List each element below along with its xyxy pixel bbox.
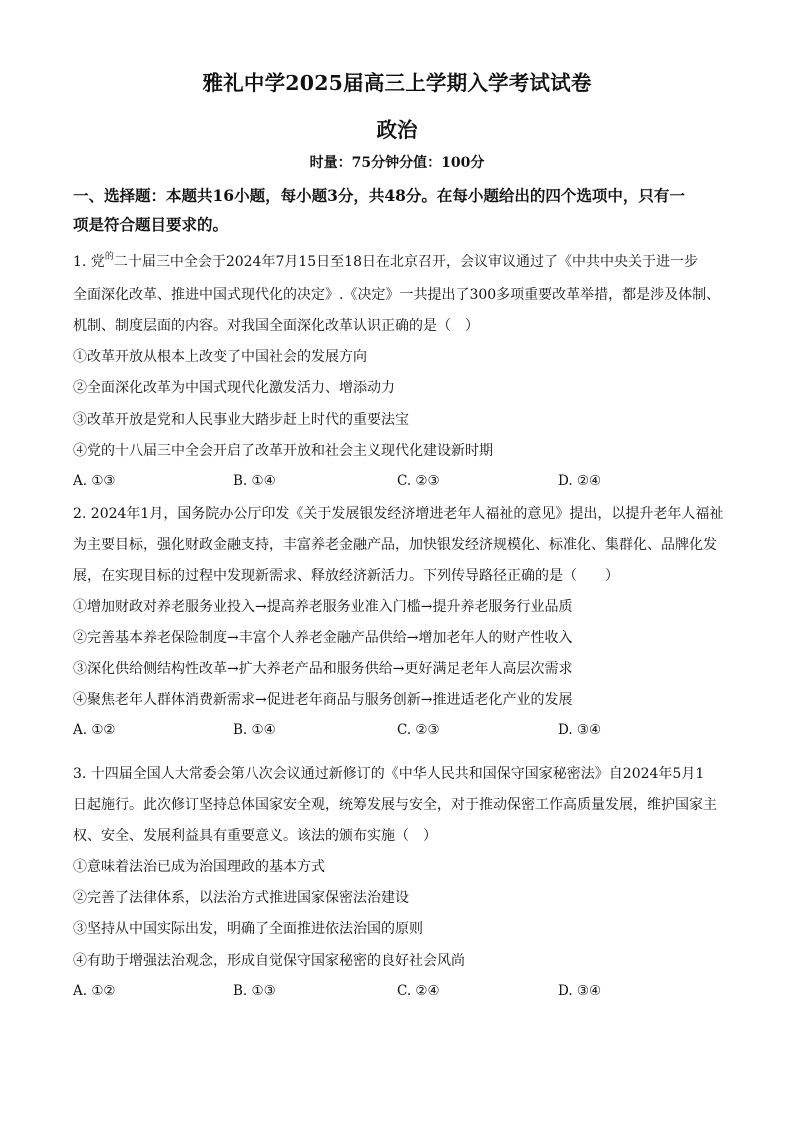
q3-stem-line-2: 日起施行。此次修订坚持总体国家安全观，统筹发展与安全，对于推动保密工作高质量发展，维护国家主: [73, 797, 717, 813]
q2-option-a: A. ①②: [73, 722, 116, 738]
exam-subject: 政治: [376, 118, 418, 142]
exam-meta: 时量：75分钟分值：100分: [309, 155, 485, 171]
q1-options: [73, 473, 723, 493]
q3-option-b: B. ①③: [233, 983, 276, 999]
q1-statement-2: ②全面深化改革为中国式现代化激发活力、增添动力: [73, 380, 395, 396]
q2-option-b: B. ①④: [233, 722, 276, 738]
q1-stem-line-1: [73, 252, 723, 274]
section-heading: [73, 181, 725, 239]
q1-number: 1. 党: [73, 254, 105, 270]
q1-sup-char: 的: [104, 252, 114, 262]
section-heading-line-1: 一、选择题：本题共16小题，每小题3分，共48分。在每小题给出的四个选项中，只有一: [73, 186, 685, 205]
q2-option-d: D. ③④: [558, 722, 602, 738]
q2-stem-line-3: 展，在实现目标的过程中发现新需求、释放经济新活力。下列传导路径正确的是（ ）: [73, 568, 619, 584]
q2-statement-1: ①增加财政对养老服务业投入→提高养老服务业准入门槛→提升养老服务行业品质: [73, 599, 573, 615]
q1-stem-line-2: 全面深化改革、推进中国式现代化的决定》.《决定》一共提出了300多项重要改革举措，都是涉及体制、: [73, 287, 721, 303]
q2-option-c: C. ②③: [397, 722, 440, 738]
q2-statement-2: ②完善基本养老保险制度→丰富个人养老金融产品供给→增加老年人的财产性收入: [73, 630, 573, 646]
q1-stem-line-3: 机制、制度层面的内容。对我国全面深化改革认识正确的是（ ）: [73, 318, 479, 334]
q3-option-a: A. ①②: [73, 983, 116, 999]
q3-statement-2: ②完善了法律体系，以法治方式推进国家保密法治建设: [73, 890, 409, 906]
q3-stem-line-1: 3. 十四届全国人大常委会第八次会议通过新修订的《中华人民共和国保守国家秘密法》自2024年5月1: [73, 766, 705, 782]
section-heading-line-2: 项是符合题目要求的。: [73, 215, 229, 234]
q3-stem-line-3: 权、安全、发展利益具有重要意义。该法的颁布实施（ ）: [73, 828, 437, 844]
q1-statement-1: ①改革开放从根本上改变了中国社会的发展方向: [73, 349, 367, 365]
q1-option-b: B. ①④: [233, 473, 276, 489]
q3-option-c: C. ②④: [397, 983, 440, 999]
q1-statement-3: ③改革开放是党和人民事业大踏步赶上时代的重要法宝: [73, 412, 409, 428]
q2-stem-line-2: 为主要目标，强化财政金融支持，丰富养老金融产品，加快银发经济规模化、标准化、集群化、品牌化发: [73, 537, 717, 553]
q3-statement-3: ③坚持从中国实际出发，明确了全面推进依法治国的原则: [73, 921, 423, 937]
q3-statement-4: ④有助于增强法治观念，形成自觉保守国家秘密的良好社会风尚: [73, 953, 465, 969]
q3-statement-1: ①意味着法治已成为治国理政的基本方式: [73, 859, 325, 875]
q1-stem-text: 二十届三中全会于2024年7月15日至18日在北京召开，会议审议通过了《中共中央关于进一步: [113, 254, 698, 270]
q2-stem-line-1: 2. 2024年1月，国务院办公厅印发《关于发展银发经济增进老年人福祉的意见》提出，以提升老年人福祉: [73, 506, 724, 522]
q3-option-d: D. ③④: [558, 983, 602, 999]
q1-statement-4: ④党的十八届三中全会开启了改革开放和社会主义现代化建设新时期: [73, 443, 493, 459]
exam-title: 雅礼中学2025届高三上学期入学考试试卷: [202, 71, 592, 95]
q2-statement-4: ④聚焦老年人群体消费新需求→促进老年商品与服务创新→推进适老化产业的发展: [73, 692, 573, 708]
q1-option-a: A. ①③: [73, 473, 116, 489]
q2-options: [73, 722, 723, 742]
q1-option-d: D. ②④: [558, 473, 602, 489]
q3-options: [73, 983, 723, 1003]
q2-statement-3: ③深化供给侧结构性改革→扩大养老产品和服务供给→更好满足老年人高层次需求: [73, 661, 573, 677]
q1-option-c: C. ②③: [397, 473, 440, 489]
